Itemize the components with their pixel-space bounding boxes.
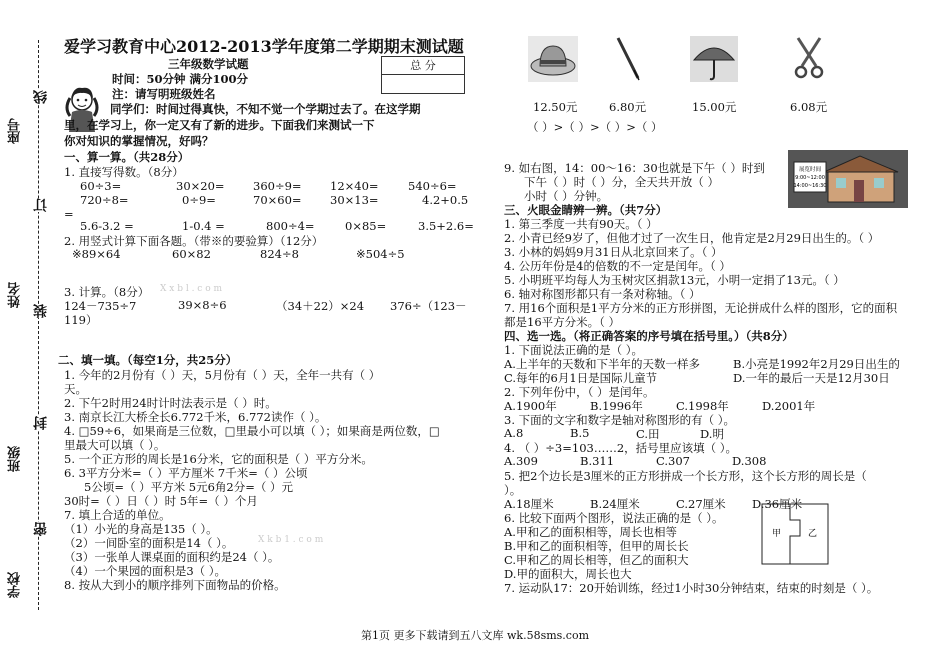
choice-2-b: B.1996年 bbox=[590, 399, 643, 413]
vertical-calc-1: ※89×64 bbox=[72, 247, 121, 261]
binding-word-ding: 订 bbox=[33, 198, 49, 212]
figure-jia-label: 甲 bbox=[772, 529, 782, 539]
choice-3-d: D.明 bbox=[700, 427, 724, 441]
fill-7: 7. 填上合适的单位。 bbox=[64, 508, 171, 522]
fill-6-row-3: 30时=（ ）日（ ）时 5年=（ ）个月 bbox=[64, 494, 258, 508]
choice-5-a: A.18厘米 bbox=[504, 497, 554, 511]
vertical-calc-4: ※504÷5 bbox=[356, 247, 405, 261]
fill-7-1: （1）小光的身高是135（ ）。 bbox=[64, 522, 218, 536]
oral-calc-13: 800÷4= bbox=[266, 219, 315, 233]
figure-yi-label: 乙 bbox=[808, 529, 818, 539]
binding-word-mi: 密 bbox=[33, 522, 49, 536]
oral-calc-11: 5.6-3.2 = bbox=[80, 219, 134, 233]
fill-6-row-1: 6. 3平方分米=（ ）平方厘米 7千米=（ ）公顷 bbox=[64, 466, 308, 480]
exam-subtitle: 三年级数学试题 bbox=[168, 57, 249, 71]
oral-calc-7: 0÷9= bbox=[182, 193, 216, 207]
fill-1-cont: 天。 bbox=[64, 382, 87, 396]
pen-icon bbox=[614, 36, 642, 82]
mixed-calc-4: 376÷（123－ bbox=[390, 299, 467, 313]
fill-8: 8. 按从大到小的顺序排列下面物品的价格。 bbox=[64, 578, 286, 592]
fill-7-4: （4）一个果园的面积是3（ ）。 bbox=[64, 564, 227, 578]
choice-6-d: D.甲的面积大，周长也大 bbox=[504, 567, 632, 581]
class-label: 班级 bbox=[8, 446, 23, 472]
scissors-icon bbox=[792, 36, 826, 80]
fill-5: 5. 一个正方形的周长是16分米，它的面积是（ ）平方分米。 bbox=[64, 452, 373, 466]
q3-heading: 3. 计算。（8分） bbox=[64, 285, 150, 299]
fill-2: 2. 下午2时用24时计时法表示是（ ）时。 bbox=[64, 396, 277, 410]
choice-2: 2. 下列年份中，（ ）是闰年。 bbox=[504, 385, 655, 399]
hat-icon bbox=[528, 36, 578, 82]
q2-heading: 2. 用竖式计算下面各题。（带※的要验算）（12分） bbox=[64, 234, 324, 248]
page-footer: 第1页 更多下载请到五八文库 wk.58sms.com bbox=[361, 629, 589, 642]
fill-4-cont: 里最大可以填（ ）。 bbox=[64, 438, 166, 452]
choice-6: 6. 比较下面两个图形，说法正确的是（ ）。 bbox=[504, 511, 724, 525]
oral-calc-6: 720÷8= bbox=[80, 193, 129, 207]
exhibition-hall-icon bbox=[788, 150, 908, 208]
watermark-xkb1: X k b 1 . c o m bbox=[258, 535, 324, 545]
oral-calc-1: 60÷3= bbox=[80, 179, 122, 193]
oral-calc-10: 4.2+0.5 bbox=[422, 193, 469, 207]
choice-1: 1. 下面说法正确的是（ ）。 bbox=[504, 343, 644, 357]
choice-7: 7. 运动队17：20开始训练，经过1小时30分钟结束，结束的时刻是（ ）。 bbox=[504, 581, 879, 595]
mixed-calc-4-cont: 119） bbox=[64, 313, 98, 327]
fill-3: 3. 南京长江大桥全长6.772千米，6.772读作（ ）。 bbox=[64, 410, 327, 424]
mixed-calc-2: 39×8÷6 bbox=[178, 298, 227, 312]
exam-time: 时间：50分钟 满分100分 bbox=[112, 72, 249, 86]
judge-1: 1. 第三季度一共有90天。（ ） bbox=[504, 217, 658, 231]
price-hat: 12.50元 bbox=[533, 100, 578, 114]
price-umbrella: 15.00元 bbox=[692, 100, 737, 114]
q9-line-3: 小时（ ）分钟。 bbox=[524, 189, 609, 203]
choice-5-d: D.36厘米 bbox=[752, 497, 803, 511]
choice-1-b: B.小亮是1992年2月29日出生的 bbox=[733, 357, 900, 371]
watermark-xxbl: X x b l . c o m bbox=[160, 284, 223, 294]
umbrella-icon bbox=[690, 36, 738, 82]
oral-calc-2: 30×20= bbox=[176, 179, 225, 193]
choice-4: 4. （ ）÷3=103……2，括号里应该填（ ）。 bbox=[504, 441, 738, 455]
total-score-box[interactable] bbox=[381, 56, 465, 94]
choice-1-c: C.每年的6月1日是国际儿童节 bbox=[504, 371, 658, 385]
choice-5-b: B.24厘米 bbox=[590, 497, 640, 511]
exam-title: 爱学习教育中心2012-2013学年度第二学期期末测试题 bbox=[64, 37, 464, 56]
school-label: 学校 bbox=[8, 572, 23, 598]
binding-word-feng: 封 bbox=[33, 416, 49, 430]
choice-3-c: C.田 bbox=[636, 427, 660, 441]
judge-7: 7. 用16个面积是1平方分米的正方形拼图，无论拼成什么样的图形，它的面积 bbox=[504, 301, 898, 315]
fill-1: 1. 今年的2月份有（ ）天，5月份有（ ）天，全年一共有（ ） bbox=[64, 368, 381, 382]
choice-6-b: B.甲和乙的面积相等，但甲的周长长 bbox=[504, 539, 689, 553]
sign-time-2: 14:00~16:30 bbox=[793, 183, 827, 189]
oral-calc-4: 12×40= bbox=[330, 179, 379, 193]
fill-7-2: （2）一间卧室的面积是14（ ）。 bbox=[64, 536, 234, 550]
choice-1-d: D.一年的最后一天是12月30日 bbox=[733, 371, 890, 385]
judge-2: 2. 小青已经9岁了，但他才过了一次生日，他肯定是2月29日出生的。（ ） bbox=[504, 231, 880, 245]
vertical-calc-2: 60×82 bbox=[172, 247, 211, 261]
judge-6: 6. 轴对称图形都只有一条对称轴。（ ） bbox=[504, 287, 701, 301]
seat-number-label: 座号 bbox=[8, 118, 23, 144]
section-1-heading: 一、算一算。（共28分） bbox=[64, 150, 190, 164]
choice-2-d: D.2001年 bbox=[762, 399, 816, 413]
price-scissors: 6.08元 bbox=[790, 100, 828, 114]
choice-6-c: C.甲和乙的周长相等，但乙的面积大 bbox=[504, 553, 689, 567]
sign-time-1: 9:00~12:00 bbox=[795, 175, 825, 181]
fill-4: 4. □59÷6，如果商是三位数，□里最小可以填（ ）；如果商是两位数，□ bbox=[64, 424, 440, 438]
vertical-calc-3: 824÷8 bbox=[260, 247, 299, 261]
choice-3-a: A.8 bbox=[504, 426, 524, 440]
shape-comparison-figure bbox=[760, 502, 830, 566]
price-pen: 6.80元 bbox=[609, 100, 647, 114]
q9-line-2: 下午（ ）时（ ）分，全天共开放（ ） bbox=[524, 175, 719, 189]
binding-word-zhuang: 装 bbox=[33, 304, 49, 318]
choice-2-c: C.1998年 bbox=[676, 399, 729, 413]
sign-title: 展览时间 bbox=[798, 167, 822, 173]
choice-2-a: A.1900年 bbox=[504, 399, 557, 413]
fill-6-row-2: 5公顷=（ ）平方米 5元6角2分=（ ）元 bbox=[84, 480, 294, 494]
oral-calc-12: 1-0.4 = bbox=[182, 219, 225, 233]
oral-calc-5: 540÷6= bbox=[408, 179, 457, 193]
binding-word-xian: 线 bbox=[33, 90, 49, 104]
q1-heading: 1. 直接写得数。（8分） bbox=[64, 165, 184, 179]
section-2-heading: 二、填一填。（每空1分，共25分） bbox=[58, 353, 238, 367]
name-label: 姓名 bbox=[8, 282, 23, 308]
mixed-calc-3: （34＋22）×24 bbox=[276, 299, 365, 313]
mixed-calc-1: 124－735÷7 bbox=[64, 299, 137, 313]
q9-line-1: 9. 如右图，14：00～16：30也就是下午（ ）时到 bbox=[504, 161, 765, 175]
judge-4: 4. 公历年份是4的倍数的不一定是闰年。（ ） bbox=[504, 259, 731, 273]
choice-3-b: B.5 bbox=[570, 426, 590, 440]
section-4-heading: 四、选一选。（将正确答案的序号填在括号里。）（共8分） bbox=[504, 329, 794, 343]
oral-calc-8: 70×60= bbox=[253, 193, 302, 207]
intro-line-2: 里，在学习上，你一定又有了新的进步。下面我们来测试一下 bbox=[64, 118, 375, 132]
judge-3: 3. 小林的妈妈9月31日从北京回来了。（ ） bbox=[504, 245, 723, 259]
oral-calc-9: 30×13= bbox=[330, 193, 379, 207]
judge-7-cont: 都是16平方分米。（ ） bbox=[504, 315, 621, 329]
choice-4-a: A.309 bbox=[504, 454, 538, 468]
choice-4-b: B.311 bbox=[580, 454, 615, 468]
section-3-heading: 三、火眼金睛辨一辨。（共7分） bbox=[504, 203, 668, 217]
fill-7-3: （3）一张单人课桌面的面积约是24（ ）。 bbox=[64, 550, 280, 564]
choice-3: 3. 下面的文字和数字是轴对称图形的有（ ）。 bbox=[504, 413, 736, 427]
choice-5-c: C.27厘米 bbox=[676, 497, 726, 511]
intro-line-3: 你对知识的掌握情况，好吗？ bbox=[64, 134, 214, 148]
judge-5: 5. 小明班平均每人为玉树灾区捐款13元，小明一定捐了13元。（ ） bbox=[504, 273, 845, 287]
choice-4-c: C.307 bbox=[656, 454, 690, 468]
oral-calc-15: 3.5+2.6= bbox=[418, 219, 474, 233]
choice-4-d: D.308 bbox=[732, 454, 767, 468]
choice-5-cont: ）。 bbox=[504, 483, 522, 497]
choice-6-a: A.甲和乙的面积相等，周长也相等 bbox=[504, 525, 677, 539]
choice-1-a: A.上半年的天数和下半年的天数一样多 bbox=[504, 357, 700, 371]
exam-note: 注：请写明班级姓名 bbox=[112, 87, 216, 101]
oral-calc-14: 0×85= bbox=[345, 219, 387, 233]
choice-5: 5. 把2个边长是3厘米的正方形拼成一个长方形，这个长方形的周长是（ bbox=[504, 469, 867, 483]
total-score-label: 总 分 bbox=[382, 57, 464, 75]
oral-calc-3: 360÷9= bbox=[253, 179, 302, 193]
price-order-blanks[interactable]: （ ）>（ ）>（ ）>（ ） bbox=[527, 120, 663, 134]
oral-calc-10-eq: = bbox=[64, 207, 74, 221]
intro-line-1: 同学们：时间过得真快，不知不觉一个学期过去了。在这学期 bbox=[110, 102, 421, 116]
